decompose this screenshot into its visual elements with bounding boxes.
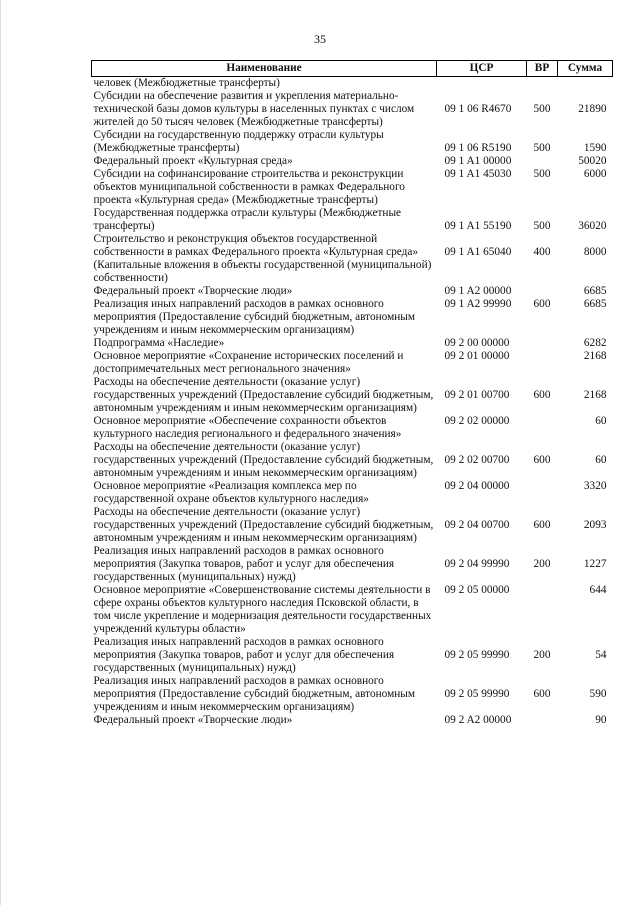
cell-vr: 200 bbox=[533, 558, 551, 570]
header-vr: ВР bbox=[527, 61, 558, 77]
cell-name: Подпрограмма «Наследие» bbox=[93, 337, 225, 349]
cell-csr bbox=[437, 77, 527, 91]
table-row bbox=[92, 480, 613, 506]
cell-sum: 2168 bbox=[583, 350, 607, 362]
cell-vr: 500 bbox=[533, 103, 551, 115]
table-row bbox=[92, 584, 613, 636]
cell-sum: 36020 bbox=[578, 220, 607, 232]
table-row bbox=[92, 506, 613, 545]
cell-csr: 09 2 01 00700 bbox=[444, 389, 510, 401]
cell-sum: 2093 bbox=[583, 519, 607, 531]
cell-vr bbox=[527, 480, 558, 506]
cell-csr: 09 2 04 00000 bbox=[444, 480, 510, 492]
table-body bbox=[92, 77, 613, 728]
cell-vr: 600 bbox=[533, 298, 551, 310]
cell-csr: 09 2 A2 00000 bbox=[444, 714, 512, 726]
cell-sum: 1590 bbox=[583, 142, 607, 154]
cell-vr: 600 bbox=[533, 389, 551, 401]
cell-csr: 09 2 04 00700 bbox=[444, 519, 510, 531]
cell-name: Реализация иных направлений расходов в рамках основного мероприятия (Предоставление субсидий бюджетным, автономным учреждениям и иным некоммерческим организациям) bbox=[93, 675, 416, 713]
cell-sum: 6685 bbox=[583, 285, 607, 297]
cell-name: Субсидии на обеспечение развития и укрепления материально-технической базы домов культуры в населенных пунктах с числом жителей до 50 тысяч человек (Межбюджетные трансферты) bbox=[93, 90, 415, 128]
header-name: Наименование bbox=[92, 61, 437, 77]
cell-sum: 6685 bbox=[583, 298, 607, 310]
cell-csr: 09 1 A2 00000 bbox=[444, 285, 512, 297]
cell-csr: 09 1 06 R5190 bbox=[444, 142, 512, 154]
cell-vr bbox=[527, 584, 558, 636]
cell-vr bbox=[527, 77, 558, 91]
cell-csr: 09 1 A1 00000 bbox=[444, 155, 512, 167]
table-row bbox=[92, 376, 613, 415]
cell-name: Строительство и реконструкция объектов государственной собственности в рамках Федерального проекта «Культурная среда» (Капитальные вложения в объекты государственной (муниципальной) собственности) bbox=[93, 233, 432, 284]
cell-sum: 644 bbox=[589, 584, 607, 596]
table-row bbox=[92, 298, 613, 337]
cell-vr bbox=[527, 415, 558, 441]
cell-name: человек (Межбюджетные трансферты) bbox=[93, 77, 280, 89]
cell-vr bbox=[527, 285, 558, 298]
cell-name: Реализация иных направлений расходов в рамках основного мероприятия (Закупка товаров, работ и услуг для обеспечения государственных (муниципальных) нужд) bbox=[93, 545, 395, 583]
table-row bbox=[92, 168, 613, 207]
cell-csr: 09 1 A1 45030 bbox=[444, 168, 512, 180]
cell-csr: 09 1 A2 99990 bbox=[444, 298, 512, 310]
cell-vr bbox=[527, 155, 558, 168]
cell-name: Основное мероприятие «Обеспечение сохранности объектов культурного наследия регионального и федерального значения» bbox=[93, 415, 402, 440]
cell-name: Федеральный проект «Творческие люди» bbox=[93, 285, 293, 297]
cell-sum: 54 bbox=[595, 649, 607, 661]
table-row bbox=[92, 90, 613, 129]
cell-sum: 6000 bbox=[583, 168, 607, 180]
cell-vr bbox=[527, 350, 558, 376]
cell-vr bbox=[527, 337, 558, 350]
table-row bbox=[92, 441, 613, 480]
table-row bbox=[92, 233, 613, 285]
table-row bbox=[92, 545, 613, 584]
table-row bbox=[92, 337, 613, 350]
cell-sum: 21890 bbox=[578, 103, 607, 115]
cell-sum: 90 bbox=[595, 714, 607, 726]
cell-vr: 600 bbox=[533, 454, 551, 466]
cell-csr: 09 2 02 00000 bbox=[444, 415, 510, 427]
cell-name: Расходы на обеспечение деятельности (оказание услуг) государственных учреждений (Предоставление субсидий бюджетным, автономным учреждениям и иным некоммерческим организациям) bbox=[93, 506, 434, 544]
cell-name: Субсидии на государственную поддержку отрасли культуры (Межбюджетные трансферты) bbox=[93, 129, 384, 154]
cell-csr: 09 2 05 99990 bbox=[444, 688, 510, 700]
cell-csr: 09 2 00 00000 bbox=[444, 337, 510, 349]
cell-vr: 500 bbox=[533, 142, 551, 154]
budget-table bbox=[91, 60, 613, 727]
cell-name: Субсидии на софинансирование строительства и реконструкции объектов муниципальной собственности в рамках Федерального проекта «Культурная среда» (Межбюджетные трансферты) bbox=[93, 168, 405, 206]
cell-vr: 600 bbox=[533, 688, 551, 700]
table-row bbox=[92, 675, 613, 714]
table-row bbox=[92, 129, 613, 155]
cell-sum: 3320 bbox=[583, 480, 607, 492]
cell-vr: 200 bbox=[533, 649, 551, 661]
cell-sum: 1227 bbox=[583, 558, 607, 570]
cell-name: Государственная поддержка отрасли культуры (Межбюджетные трансферты) bbox=[93, 207, 402, 232]
cell-vr: 500 bbox=[533, 220, 551, 232]
cell-name: Федеральный проект «Культурная среда» bbox=[93, 155, 293, 167]
cell-vr: 500 bbox=[533, 168, 551, 180]
cell-csr: 09 2 04 99990 bbox=[444, 558, 510, 570]
cell-name: Основное мероприятие «Совершенствование системы деятельности в сфере охраны объектов культурного наследия Псковской области, в том числе укрепление и модернизация деятельности государственных учреждений культуры области» bbox=[93, 584, 432, 635]
cell-name: Реализация иных направлений расходов в рамках основного мероприятия (Закупка товаров, работ и услуг для обеспечения государственных (муниципальных) нужд) bbox=[93, 636, 395, 674]
cell-csr: 09 1 06 R4670 bbox=[444, 103, 512, 115]
header-sum: Сумма bbox=[558, 61, 613, 77]
cell-sum: 2168 bbox=[583, 389, 607, 401]
cell-name: Расходы на обеспечение деятельности (оказание услуг) государственных учреждений (Предоставление субсидий бюджетным, автономным учреждениям и иным некоммерческим организациям) bbox=[93, 376, 434, 414]
cell-sum: 8000 bbox=[583, 246, 607, 258]
cell-csr: 09 2 01 00000 bbox=[444, 350, 510, 362]
cell-vr: 600 bbox=[533, 519, 551, 531]
cell-name: Основное мероприятие «Сохранение исторических поселений и достопримечательных мест регионального значения» bbox=[93, 350, 404, 375]
cell-sum bbox=[558, 77, 613, 91]
cell-name: Федеральный проект «Творческие люди» bbox=[93, 714, 293, 726]
page-number: 35 bbox=[314, 32, 326, 46]
table-row bbox=[92, 77, 613, 91]
cell-csr: 09 2 05 99990 bbox=[444, 649, 510, 661]
cell-csr: 09 1 A1 65040 bbox=[444, 246, 512, 258]
cell-csr: 09 2 05 00000 bbox=[444, 584, 510, 596]
cell-vr: 400 bbox=[533, 246, 551, 258]
cell-sum: 6282 bbox=[583, 337, 607, 349]
cell-csr: 09 1 A1 55190 bbox=[444, 220, 512, 232]
cell-name: Основное мероприятие «Реализация комплекса мер по государственной охране объектов культурного наследия» bbox=[93, 480, 369, 505]
cell-csr: 09 2 02 00700 bbox=[444, 454, 510, 466]
cell-sum: 590 bbox=[589, 688, 607, 700]
table-row bbox=[92, 415, 613, 441]
table-row bbox=[92, 714, 613, 727]
table-row bbox=[92, 350, 613, 376]
cell-sum: 60 bbox=[595, 454, 607, 466]
table-row bbox=[92, 155, 613, 168]
table-row bbox=[92, 285, 613, 298]
scan-edge-left bbox=[0, 0, 1, 905]
cell-name: Реализация иных направлений расходов в рамках основного мероприятия (Предоставление субсидий бюджетным, автономным учреждениям и иным некоммерческим организациям) bbox=[93, 298, 416, 336]
table-row bbox=[92, 636, 613, 675]
cell-vr bbox=[527, 714, 558, 727]
cell-sum: 50020 bbox=[578, 155, 607, 167]
cell-name: Расходы на обеспечение деятельности (оказание услуг) государственных учреждений (Предоставление субсидий бюджетным, автономным учреждениям и иным некоммерческим организациям) bbox=[93, 441, 434, 479]
table-row bbox=[92, 207, 613, 233]
header-csr: ЦСР bbox=[437, 61, 527, 77]
cell-sum: 60 bbox=[595, 415, 607, 427]
table-header-row bbox=[92, 61, 613, 77]
